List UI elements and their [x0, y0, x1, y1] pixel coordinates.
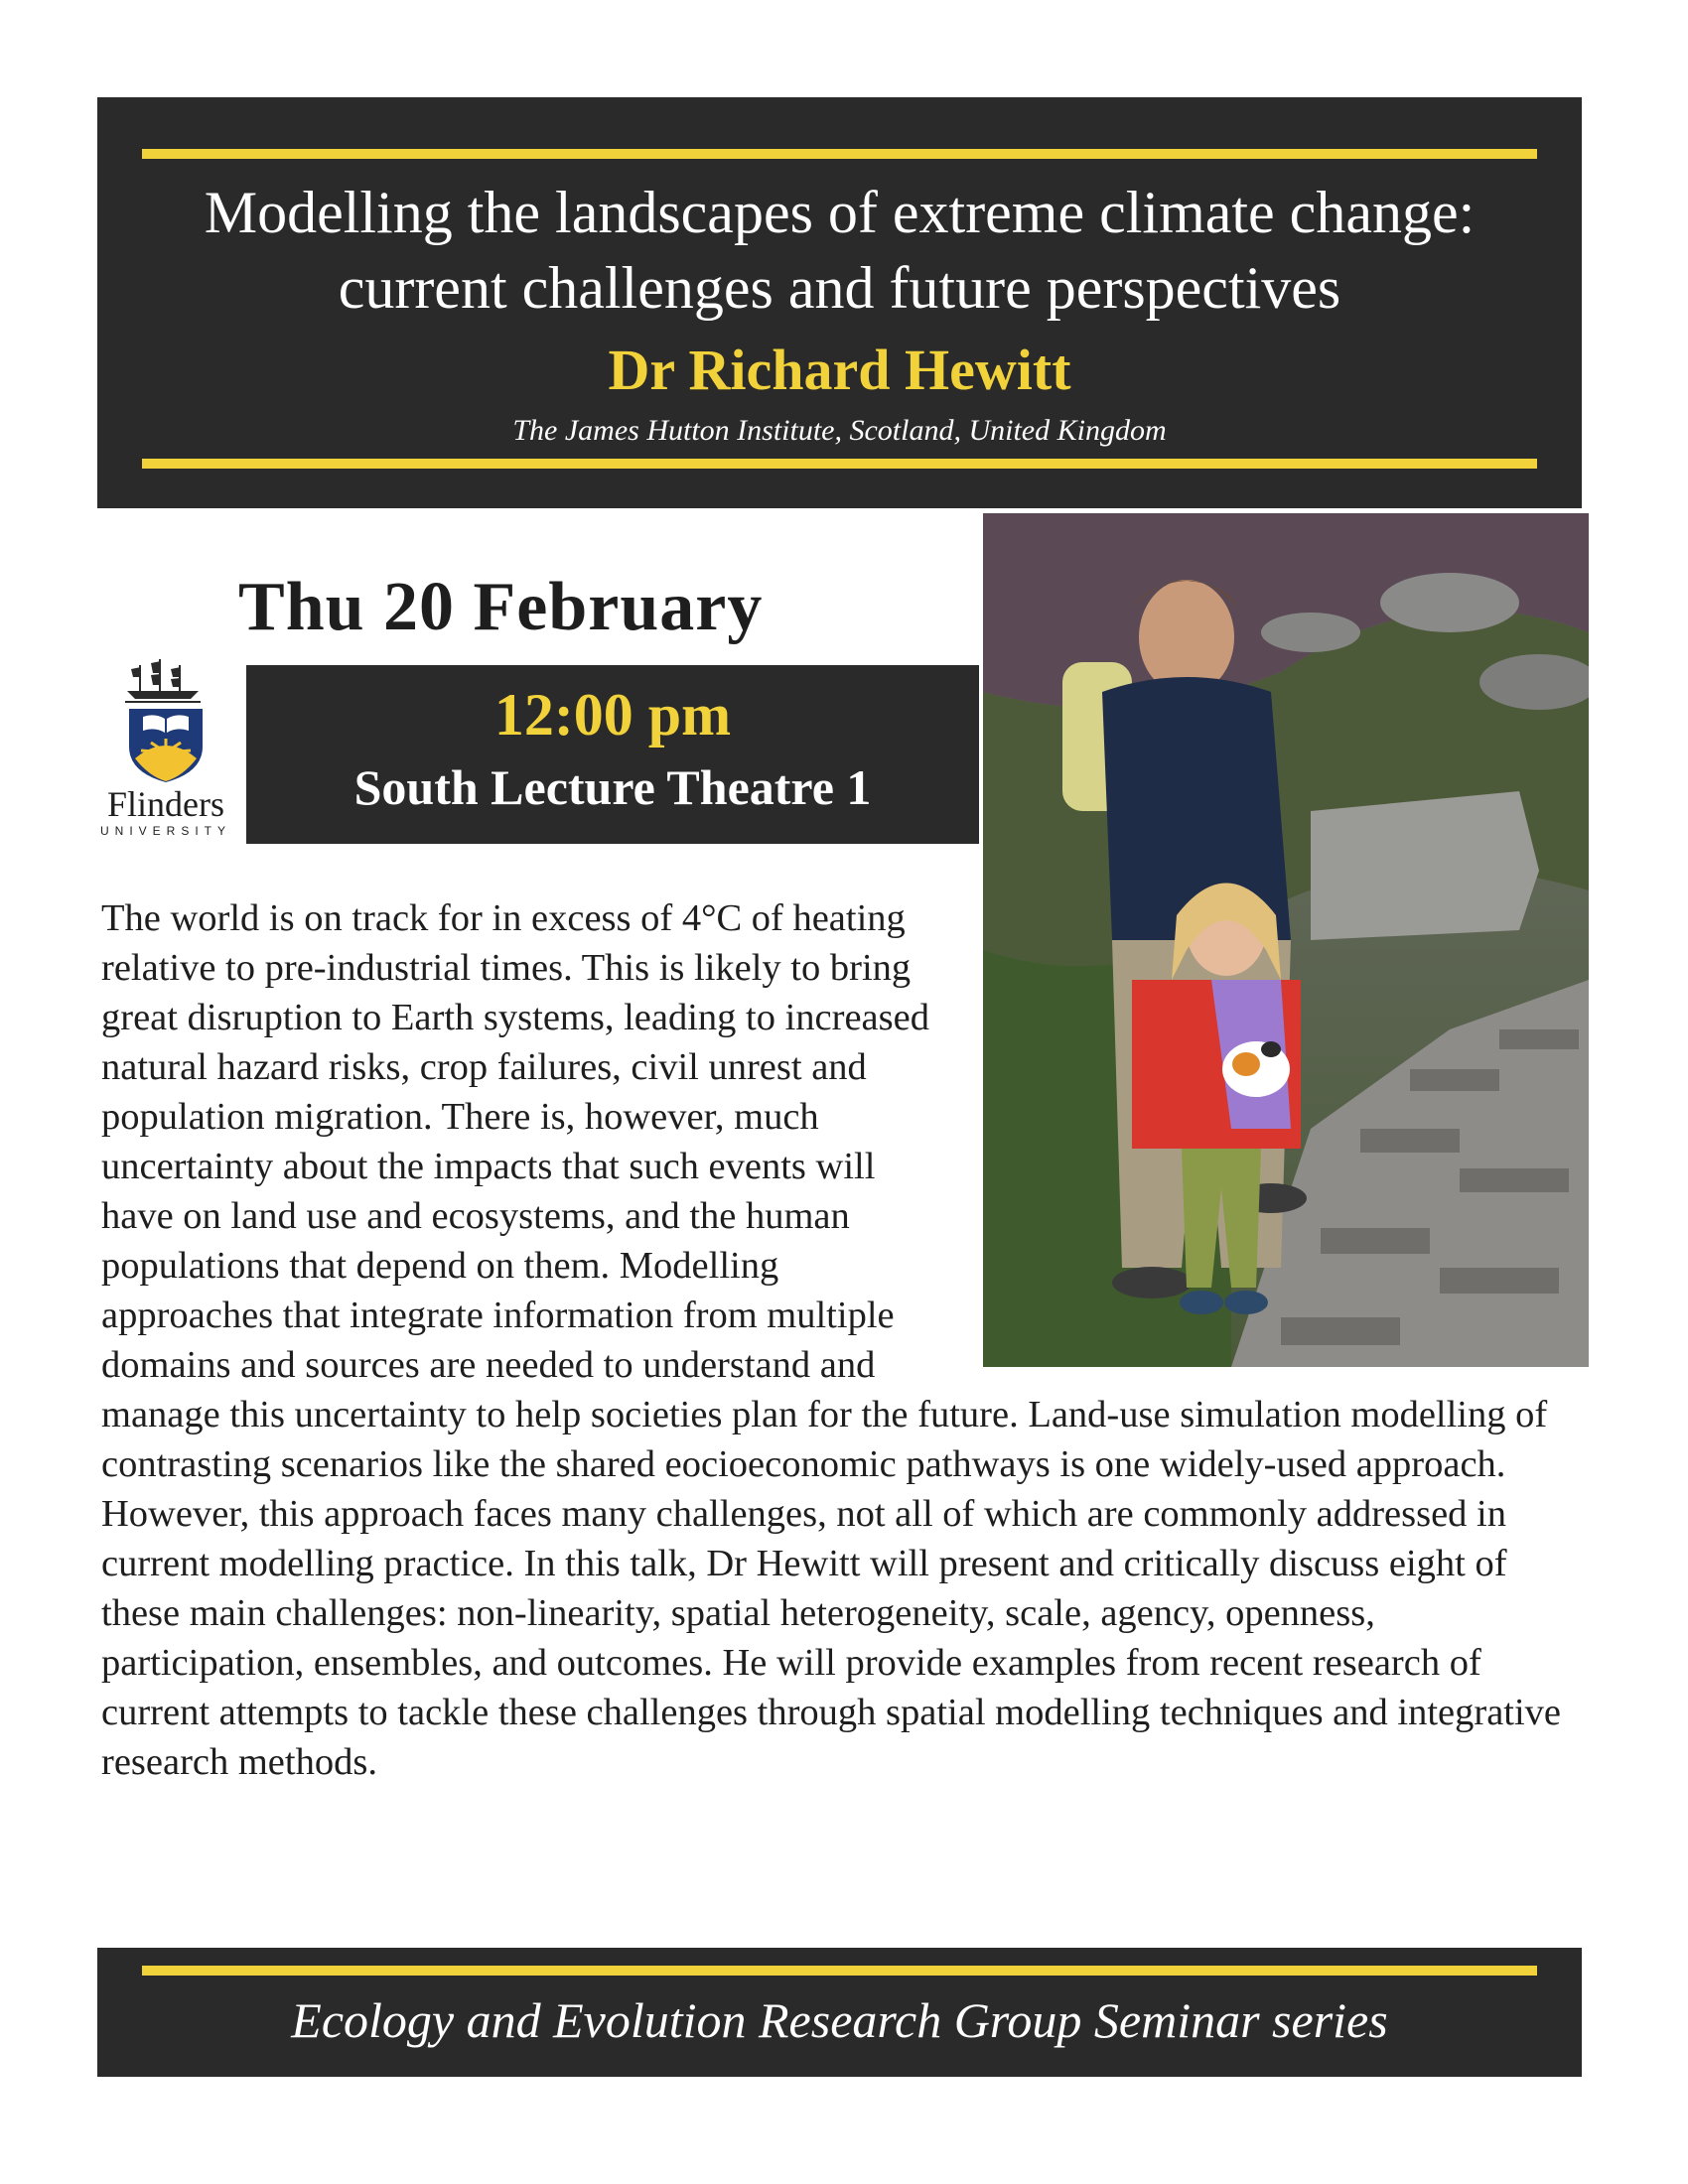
talk-title-line1: Modelling the landscapes of extreme climate change: — [204, 180, 1476, 245]
logo-wordmark: Flinders — [106, 784, 224, 824]
footer-rule — [142, 1966, 1537, 1976]
event-time: 12:00 pm — [493, 682, 732, 748]
title-banner — [97, 97, 1582, 508]
talk-title-line2: current challenges and future perspectives — [338, 255, 1341, 321]
logo-subtitle: UNIVERSITY — [99, 824, 231, 838]
photo-text-wrap — [955, 893, 1571, 1362]
time-venue-box — [246, 665, 979, 844]
footer-banner — [97, 1948, 1582, 2077]
flinders-logo — [91, 655, 240, 844]
speaker-affiliation: The James Hutton Institute, Scotland, United Kingdom — [512, 414, 1167, 447]
abstract-body: The world is on track for in excess of 4°C of heating relative to pre-industrial times. This is likely to bring great disruption to Earth systems, leading to increased natural hazard risks, crop failures, civil unrest and population migration. There is, however, much uncertainty about the impacts that such events will have on land use and ecosystems, and the human populations that depend on them. Modelling approaches that integrate information from multiple domains and sources are needed to understand and manage this uncertainty to help societies plan for the future. Land-use simulation modelling of contrasting scenarios like the shared eocioeconomic pathways is one widely-used approach. However, this approach faces many challenges, not all of which are commonly addressed in current modelling practice. In this talk, Dr Hewitt will present and critically discuss eight of these main challenges: non-linearity, spatial heterogeneity, scale, agency, openness, participation, ensembles, and outcomes. He will provide examples from recent research of current attempts to tackle these challenges through spatial modelling techniques and integrative research methods. — [101, 897, 1562, 1783]
abstract-text — [101, 893, 1571, 1787]
top-rule — [142, 149, 1537, 159]
event-venue: South Lecture Theatre 1 — [353, 759, 872, 815]
bottom-rule — [142, 459, 1537, 469]
seminar-series: Ecology and Evolution Research Group Seminar series — [291, 1992, 1388, 2048]
speaker-name: Dr Richard Hewitt — [608, 338, 1071, 402]
event-date: Thu 20 February — [238, 569, 764, 645]
university-crest-icon — [91, 655, 240, 786]
